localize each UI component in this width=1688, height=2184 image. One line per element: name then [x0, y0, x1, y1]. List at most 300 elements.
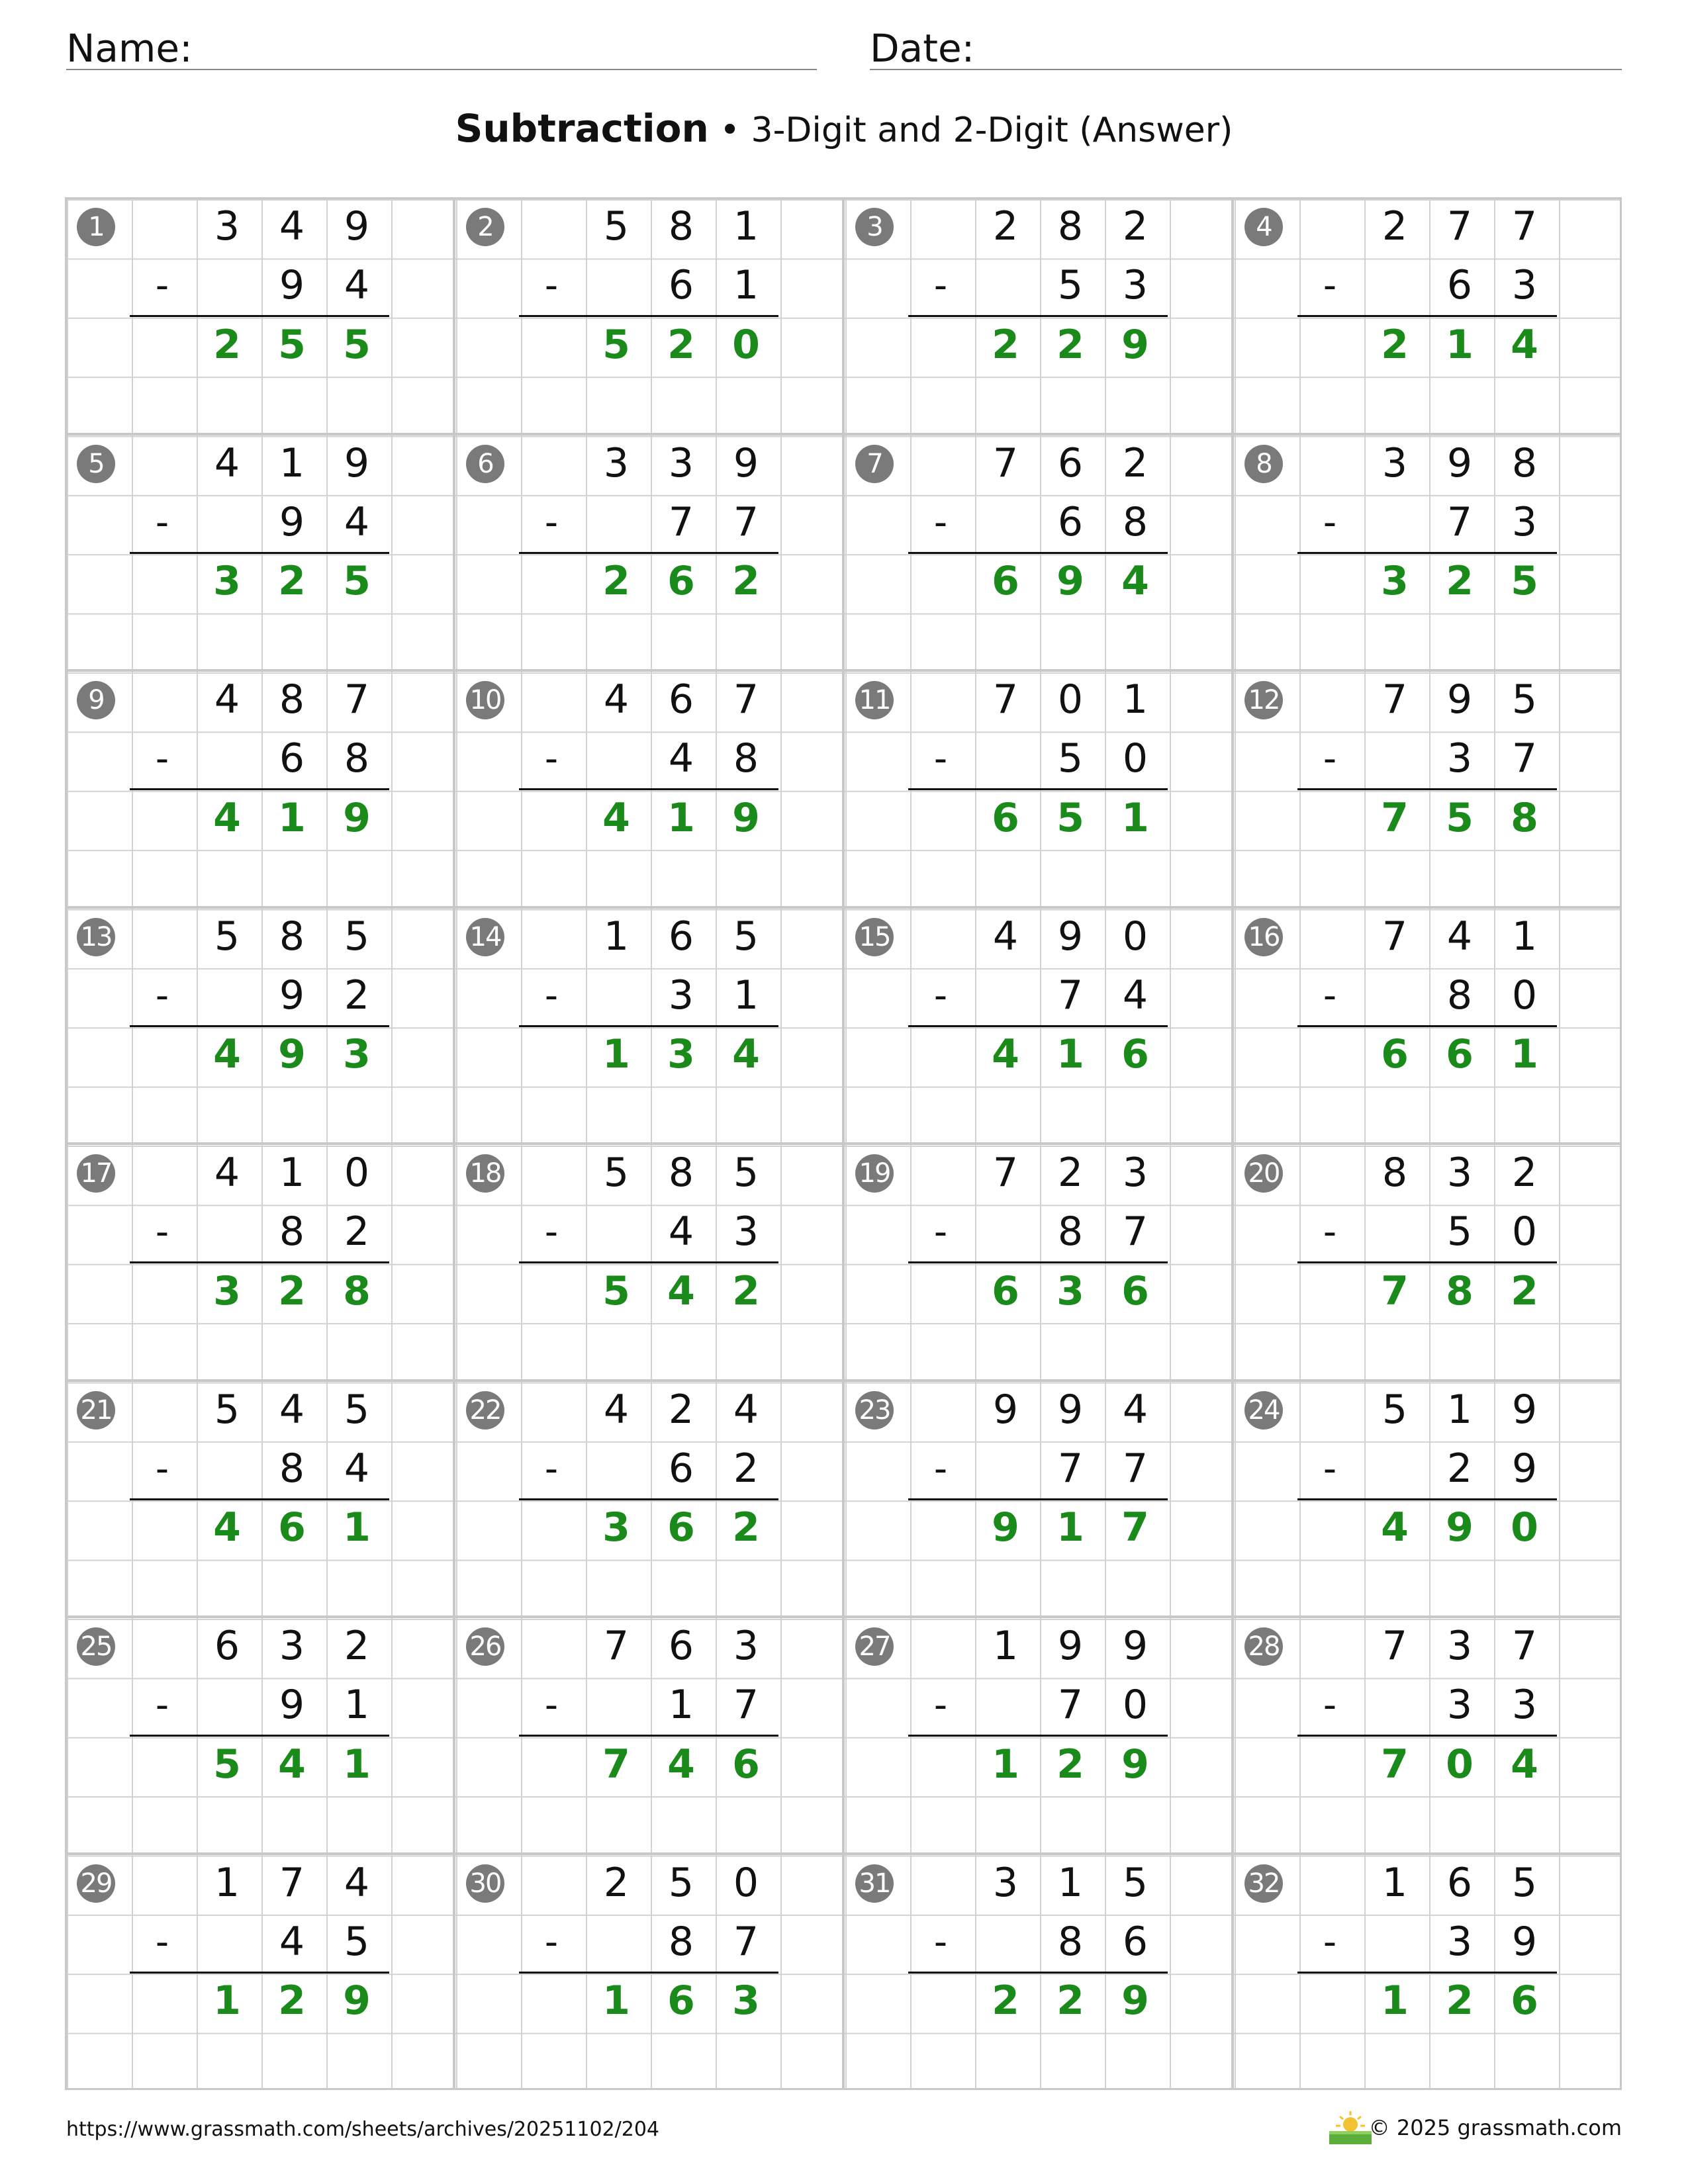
problem-number-badge: 7 [855, 445, 894, 483]
bottom-digit: 9 [279, 498, 305, 545]
answer-digit: 1 [1056, 1504, 1084, 1551]
answer-digit: 3 [213, 1267, 241, 1314]
answer-rule [130, 788, 389, 790]
bottom-digit: 4 [344, 262, 370, 309]
answer-digit: 1 [1056, 1031, 1084, 1078]
top-digit: 8 [668, 1150, 694, 1196]
top-digit: 3 [992, 1859, 1019, 1906]
answer-digit: 3 [213, 558, 241, 605]
minus-sign: - [1323, 500, 1337, 544]
bottom-digit: 1 [668, 1682, 694, 1729]
bottom-digit: 3 [668, 972, 694, 1019]
answer-rule [519, 1972, 778, 1974]
minus-sign: - [544, 737, 559, 780]
bottom-digit: 3 [1511, 1682, 1538, 1729]
top-digit: 2 [603, 1859, 630, 1906]
answer-digit: 5 [1056, 794, 1084, 841]
problem-number-badge: 16 [1244, 918, 1283, 956]
bottom-digit: 1 [733, 972, 759, 1019]
problem-4 [1233, 197, 1622, 434]
top-digit: 3 [279, 1623, 305, 1669]
bottom-digit: 9 [279, 1682, 305, 1729]
minus-sign: - [544, 974, 559, 1017]
top-digit: 8 [1382, 1150, 1408, 1196]
answer-digit: 2 [1446, 1978, 1474, 2025]
problem-11 [843, 670, 1233, 907]
answer-rule [1297, 1972, 1557, 1974]
bottom-digit: 6 [279, 735, 305, 782]
top-digit: 2 [992, 203, 1019, 250]
bottom-digit: 5 [344, 1918, 370, 1965]
answer-digit: 6 [1121, 1267, 1149, 1314]
bottom-digit: 3 [1511, 262, 1538, 309]
bottom-digit: 1 [344, 1682, 370, 1729]
answer-digit: 9 [992, 1504, 1019, 1551]
problem-number-badge: 11 [855, 681, 894, 719]
top-digit: 7 [1382, 1623, 1408, 1669]
answer-digit: 7 [1381, 794, 1409, 841]
answer-digit: 2 [278, 1267, 306, 1314]
bottom-digit: 7 [1057, 972, 1084, 1019]
top-digit: 2 [1382, 203, 1408, 250]
minus-sign: - [155, 1210, 169, 1253]
answer-digit: 0 [1446, 1741, 1474, 1788]
problem-number-badge: 13 [77, 918, 115, 956]
answer-digit: 1 [667, 794, 695, 841]
top-digit: 9 [1057, 913, 1084, 960]
top-digit: 5 [603, 203, 630, 250]
minus-sign: - [544, 1684, 559, 1727]
title-main: Subtraction [455, 106, 709, 151]
answer-digit: 6 [1381, 1031, 1409, 1078]
answer-rule [519, 1735, 778, 1737]
top-digit: 5 [214, 1386, 240, 1433]
answer-digit: 6 [992, 794, 1019, 841]
bottom-digit: 4 [344, 498, 370, 545]
top-digit: 8 [279, 676, 305, 723]
problem-number-badge: 12 [1244, 681, 1283, 719]
top-digit: 0 [733, 1859, 759, 1906]
answer-rule [1297, 1025, 1557, 1027]
top-digit: 2 [1057, 1150, 1084, 1196]
top-digit: 3 [733, 1623, 759, 1669]
problem-7 [843, 434, 1233, 671]
answer-digit: 5 [602, 1267, 630, 1314]
top-digit: 4 [992, 913, 1019, 960]
answer-digit: 9 [1446, 1504, 1474, 1551]
answer-digit: 9 [1121, 321, 1149, 368]
answer-digit: 5 [1511, 558, 1538, 605]
minus-sign: - [155, 500, 169, 544]
answer-digit: 4 [1381, 1504, 1409, 1551]
bottom-digit: 7 [1446, 498, 1473, 545]
answer-digit: 6 [992, 1267, 1019, 1314]
problem-number-badge: 28 [1244, 1627, 1283, 1666]
top-digit: 6 [668, 676, 694, 723]
bottom-digit: 3 [1446, 1682, 1473, 1729]
problem-number-badge: 2 [466, 208, 504, 246]
top-digit: 3 [603, 439, 630, 486]
answer-digit: 9 [732, 794, 760, 841]
problem-number-badge: 25 [77, 1627, 115, 1666]
bottom-digit: 8 [1446, 972, 1473, 1019]
answer-digit: 2 [278, 1978, 306, 2025]
problem-number-badge: 31 [855, 1864, 894, 1903]
top-digit: 4 [279, 203, 305, 250]
top-digit: 2 [1511, 1150, 1538, 1196]
top-digit: 4 [214, 439, 240, 486]
bottom-digit: 8 [344, 735, 370, 782]
top-digit: 4 [603, 676, 630, 723]
bottom-digit: 9 [1511, 1445, 1538, 1492]
answer-digit: 6 [1446, 1031, 1474, 1078]
top-digit: 7 [279, 1859, 305, 1906]
answer-digit: 2 [1511, 1267, 1538, 1314]
bottom-digit: 7 [1122, 1208, 1149, 1255]
top-digit: 4 [1446, 913, 1473, 960]
bottom-digit: 8 [733, 735, 759, 782]
top-digit: 2 [1122, 439, 1149, 486]
bottom-digit: 4 [668, 1208, 694, 1255]
problem-number-badge: 22 [466, 1391, 504, 1430]
answer-digit: 2 [1381, 321, 1409, 368]
answer-digit: 6 [667, 558, 695, 605]
problem-number-badge: 20 [1244, 1154, 1283, 1193]
minus-sign: - [1323, 1447, 1337, 1490]
bottom-digit: 9 [279, 262, 305, 309]
bottom-digit: 2 [344, 1208, 370, 1255]
minus-sign: - [933, 1210, 948, 1253]
problem-number-badge: 18 [466, 1154, 504, 1193]
answer-digit: 2 [992, 1978, 1019, 2025]
bottom-digit: 0 [1511, 1208, 1538, 1255]
answer-digit: 9 [343, 1978, 371, 2025]
answer-digit: 1 [992, 1741, 1019, 1788]
answer-rule [130, 1261, 389, 1263]
problem-22 [454, 1381, 843, 1617]
answer-digit: 1 [343, 1741, 371, 1788]
answer-digit: 4 [213, 1031, 241, 1078]
top-digit: 9 [1446, 676, 1473, 723]
answer-rule [1297, 1498, 1557, 1500]
name-field[interactable] [66, 20, 817, 70]
bottom-digit: 4 [344, 1445, 370, 1492]
top-digit: 7 [733, 676, 759, 723]
top-digit: 5 [344, 913, 370, 960]
top-digit: 9 [344, 203, 370, 250]
answer-digit: 5 [278, 321, 306, 368]
top-digit: 1 [1122, 676, 1149, 723]
top-digit: 6 [668, 1623, 694, 1669]
bottom-digit: 7 [1511, 735, 1538, 782]
problem-19 [843, 1144, 1233, 1381]
answer-rule [908, 315, 1168, 317]
bottom-digit: 2 [344, 972, 370, 1019]
problem-29 [65, 1854, 454, 2091]
answer-digit: 1 [213, 1978, 241, 2025]
answer-digit: 3 [1056, 1267, 1084, 1314]
problem-21 [65, 1381, 454, 1617]
answer-digit: 1 [1446, 321, 1474, 368]
answer-rule [130, 1735, 389, 1737]
minus-sign: - [544, 1210, 559, 1253]
problem-24 [1233, 1381, 1622, 1617]
answer-digit: 2 [278, 558, 306, 605]
bottom-digit: 6 [668, 1445, 694, 1492]
bottom-digit: 6 [668, 262, 694, 309]
answer-digit: 3 [667, 1031, 695, 1078]
minus-sign: - [155, 264, 169, 307]
bottom-digit: 2 [1446, 1445, 1473, 1492]
answer-digit: 9 [278, 1031, 306, 1078]
problem-number-badge: 3 [855, 208, 894, 246]
bottom-digit: 4 [279, 1918, 305, 1965]
top-digit: 0 [1122, 913, 1149, 960]
title-subtitle: • 3-Digit and 2-Digit (Answer) [708, 111, 1233, 150]
answer-rule [908, 788, 1168, 790]
top-digit: 4 [603, 1386, 630, 1433]
problem-17 [65, 1144, 454, 1381]
bottom-digit: 3 [1511, 498, 1538, 545]
top-digit: 4 [344, 1859, 370, 1906]
answer-rule [908, 1735, 1168, 1737]
top-digit: 4 [214, 676, 240, 723]
answer-digit: 2 [1056, 1978, 1084, 2025]
top-digit: 2 [1122, 203, 1149, 250]
answer-digit: 4 [213, 794, 241, 841]
bottom-digit: 7 [733, 498, 759, 545]
answer-rule [1297, 315, 1557, 317]
problem-number-badge: 32 [1244, 1864, 1283, 1903]
answer-digit: 0 [1511, 1504, 1538, 1551]
answer-digit: 2 [1056, 321, 1084, 368]
answer-rule [519, 1498, 778, 1500]
top-digit: 8 [279, 913, 305, 960]
answer-digit: 8 [1511, 794, 1538, 841]
top-digit: 5 [1122, 1859, 1149, 1906]
problem-2 [454, 197, 843, 434]
bottom-digit: 3 [1122, 262, 1149, 309]
problem-number-badge: 17 [77, 1154, 115, 1193]
answer-digit: 7 [1381, 1267, 1409, 1314]
answer-rule [519, 788, 778, 790]
answer-digit: 6 [667, 1504, 695, 1551]
top-digit: 6 [1057, 439, 1084, 486]
problem-number-badge: 19 [855, 1154, 894, 1193]
problem-15 [843, 907, 1233, 1144]
answer-digit: 2 [1446, 558, 1474, 605]
bottom-digit: 8 [1057, 1918, 1084, 1965]
answer-digit: 2 [992, 321, 1019, 368]
problem-32 [1233, 1854, 1622, 2091]
answer-digit: 6 [732, 1741, 760, 1788]
top-digit: 2 [344, 1623, 370, 1669]
answer-digit: 4 [667, 1267, 695, 1314]
answer-digit: 2 [667, 321, 695, 368]
top-digit: 1 [603, 913, 630, 960]
problem-number-badge: 4 [1244, 208, 1283, 246]
bottom-digit: 8 [1057, 1208, 1084, 1255]
answer-rule [519, 315, 778, 317]
top-digit: 3 [1122, 1150, 1149, 1196]
problem-30 [454, 1854, 843, 2091]
answer-digit: 6 [992, 558, 1019, 605]
answer-rule [1297, 1261, 1557, 1263]
top-digit: 9 [1511, 1386, 1538, 1433]
bottom-digit: 7 [733, 1918, 759, 1965]
bottom-digit: 7 [1122, 1445, 1149, 1492]
answer-digit: 5 [343, 321, 371, 368]
answer-rule [130, 1972, 389, 1974]
answer-digit: 2 [213, 321, 241, 368]
answer-digit: 7 [602, 1741, 630, 1788]
answer-digit: 1 [1511, 1031, 1538, 1078]
top-digit: 1 [279, 439, 305, 486]
bottom-digit: 9 [279, 972, 305, 1019]
answer-digit: 5 [1446, 794, 1474, 841]
bottom-digit: 1 [733, 262, 759, 309]
answer-digit: 4 [667, 1741, 695, 1788]
top-digit: 0 [1057, 676, 1084, 723]
top-digit: 7 [1382, 676, 1408, 723]
top-digit: 1 [1382, 1859, 1408, 1906]
top-digit: 7 [1382, 913, 1408, 960]
answer-rule [519, 552, 778, 554]
bottom-digit: 8 [1122, 498, 1149, 545]
minus-sign: - [155, 737, 169, 780]
minus-sign: - [933, 1920, 948, 1964]
minus-sign: - [1323, 1920, 1337, 1964]
top-digit: 6 [1446, 1859, 1473, 1906]
answer-digit: 8 [1446, 1267, 1474, 1314]
top-digit: 8 [1511, 439, 1538, 486]
bottom-digit: 8 [668, 1918, 694, 1965]
date-field[interactable] [870, 20, 1622, 70]
top-digit: 1 [1446, 1386, 1473, 1433]
problem-27 [843, 1617, 1233, 1854]
footer-copyright: © 2025 grassmath.com [1368, 2115, 1622, 2140]
top-digit: 9 [1446, 439, 1473, 486]
top-digit: 5 [344, 1386, 370, 1433]
top-digit: 5 [668, 1859, 694, 1906]
minus-sign: - [544, 1447, 559, 1490]
top-digit: 9 [1122, 1623, 1149, 1669]
bottom-digit: 7 [1057, 1682, 1084, 1729]
bottom-digit: 6 [1122, 1918, 1149, 1965]
minus-sign: - [1323, 1210, 1337, 1253]
bottom-digit: 5 [1446, 1208, 1473, 1255]
answer-rule [130, 315, 389, 317]
answer-rule [908, 1972, 1168, 1974]
answer-digit: 3 [343, 1031, 371, 1078]
top-digit: 4 [279, 1386, 305, 1433]
problem-10 [454, 670, 843, 907]
problem-9 [65, 670, 454, 907]
top-digit: 9 [992, 1386, 1019, 1433]
answer-digit: 9 [1121, 1978, 1149, 2025]
top-digit: 1 [1511, 913, 1538, 960]
minus-sign: - [544, 1920, 559, 1964]
answer-digit: 2 [602, 558, 630, 605]
top-digit: 1 [992, 1623, 1019, 1669]
top-digit: 8 [668, 203, 694, 250]
top-digit: 5 [1511, 1859, 1538, 1906]
top-digit: 5 [603, 1150, 630, 1196]
bottom-digit: 5 [1057, 735, 1084, 782]
answer-digit: 6 [1511, 1978, 1538, 2025]
problem-18 [454, 1144, 843, 1381]
answer-digit: 4 [1511, 1741, 1538, 1788]
top-digit: 2 [668, 1386, 694, 1433]
problem-28 [1233, 1617, 1622, 1854]
answer-rule [1297, 552, 1557, 554]
top-digit: 7 [1511, 1623, 1538, 1669]
top-digit: 6 [668, 913, 694, 960]
top-digit: 4 [1122, 1386, 1149, 1433]
problem-31 [843, 1854, 1233, 2091]
problem-16 [1233, 907, 1622, 1144]
date-label: Date: [870, 26, 975, 71]
minus-sign: - [1323, 264, 1337, 307]
problem-number-badge: 5 [77, 445, 115, 483]
answer-digit: 9 [1056, 558, 1084, 605]
problem-number-badge: 15 [855, 918, 894, 956]
answer-rule [908, 552, 1168, 554]
problem-number-badge: 23 [855, 1391, 894, 1430]
answer-digit: 4 [992, 1031, 1019, 1078]
answer-rule [1297, 788, 1557, 790]
top-digit: 7 [992, 676, 1019, 723]
minus-sign: - [1323, 1684, 1337, 1727]
answer-rule [908, 1261, 1168, 1263]
minus-sign: - [155, 1447, 169, 1490]
answer-digit: 4 [732, 1031, 760, 1078]
minus-sign: - [155, 1684, 169, 1727]
bottom-digit: 4 [668, 735, 694, 782]
top-digit: 3 [1446, 1150, 1473, 1196]
name-label: Name: [66, 26, 193, 71]
top-digit: 3 [668, 439, 694, 486]
answer-rule [519, 1025, 778, 1027]
answer-digit: 4 [1511, 321, 1538, 368]
top-digit: 0 [344, 1150, 370, 1196]
bottom-digit: 3 [1446, 1918, 1473, 1965]
top-digit: 5 [1382, 1386, 1408, 1433]
top-digit: 1 [279, 1150, 305, 1196]
top-digit: 9 [1057, 1623, 1084, 1669]
problem-5 [65, 434, 454, 671]
bottom-digit: 0 [1122, 735, 1149, 782]
answer-digit: 1 [602, 1978, 630, 2025]
worksheet-title [0, 106, 1688, 152]
problem-8 [1233, 434, 1622, 671]
problem-number-badge: 26 [466, 1627, 504, 1666]
answer-digit: 5 [213, 1741, 241, 1788]
answer-digit: 1 [1381, 1978, 1409, 2025]
top-digit: 8 [1057, 203, 1084, 250]
bottom-digit: 8 [279, 1208, 305, 1255]
answer-rule [130, 1025, 389, 1027]
top-digit: 7 [603, 1623, 630, 1669]
answer-digit: 2 [732, 1267, 760, 1314]
problem-1 [65, 197, 454, 434]
answer-digit: 4 [1121, 558, 1149, 605]
top-digit: 3 [1446, 1623, 1473, 1669]
top-digit: 5 [733, 913, 759, 960]
problem-number-badge: 24 [1244, 1391, 1283, 1430]
grass-sun-logo-icon [1327, 2109, 1374, 2147]
answer-digit: 3 [602, 1504, 630, 1551]
